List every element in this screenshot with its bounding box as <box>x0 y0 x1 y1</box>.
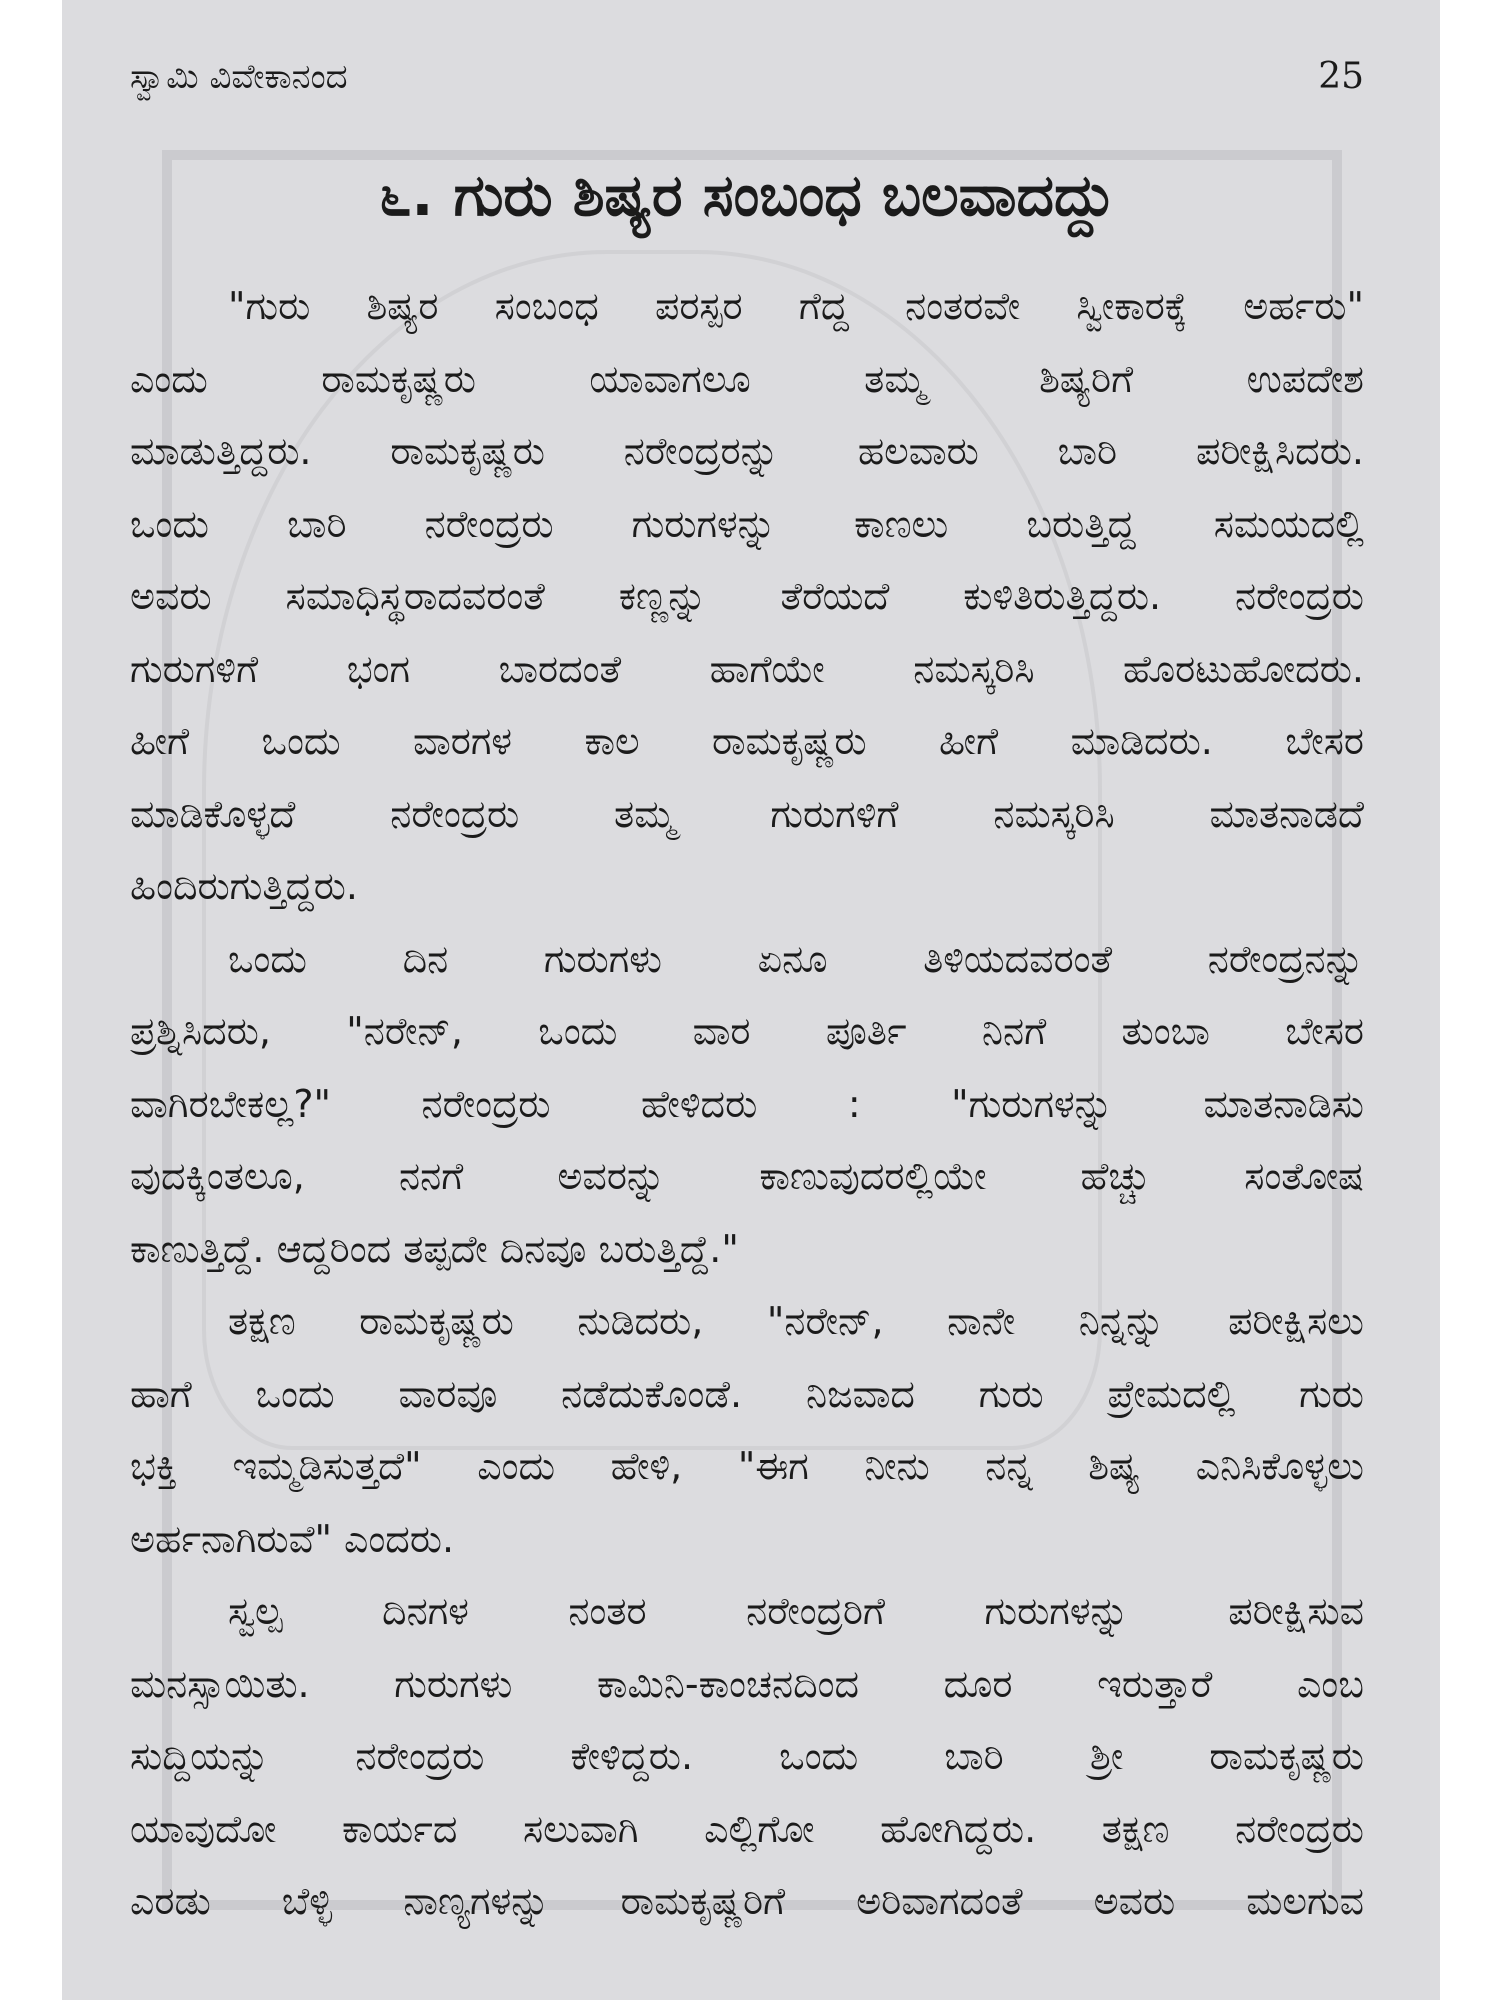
text-line: ಮಾಡುತ್ತಿದ್ದರು. ರಾಮಕೃಷ್ಣರು ನರೇಂದ್ರರನ್ನು ಹಲವಾರು ಬಾರಿ ಪರೀಕ್ಷಿಸಿದರು. <box>130 429 1364 473</box>
body-text <box>130 270 1364 1938</box>
text-line: ಒಂದು ಬಾರಿ ನರೇಂದ್ರರು ಗುರುಗಳನ್ನು ಕಾಣಲು ಬರುತ್ತಿದ್ದ ಸಮಯದಲ್ಲಿ <box>130 501 1364 546</box>
page-header <box>130 52 1364 102</box>
text-line: "ಗುರು ಶಿಷ್ಯರ ಸಂಬಂಧ ಪರಸ್ಪರ ಗೆದ್ದ ನಂತರವೇ ಸ್ವೀಕಾರಕ್ಕೆ ಅರ್ಹರು" <box>228 284 1364 328</box>
text-line: ಸುದ್ದಿಯನ್ನು ನರೇಂದ್ರರು ಕೇಳಿದ್ದರು. ಒಂದು ಬಾರಿ ಶ್ರೀ ರಾಮಕೃಷ್ಣರು <box>130 1734 1364 1778</box>
running-title: ಸ್ವಾಮಿ ವಿವೇಕಾನಂದ <box>130 57 348 97</box>
text-line: ವಾಗಿರಬೇಕಲ್ಲ?" ನರೇಂದ್ರರು ಹೇಳಿದರು : "ಗುರುಗಳನ್ನು ಮಾತನಾಡಿಸು <box>130 1081 1364 1126</box>
text-line: ಎಂದು ರಾಮಕೃಷ್ಣರು ಯಾವಾಗಲೂ ತಮ್ಮ ಶಿಷ್ಯರಿಗೆ ಉಪದೇಶ <box>130 356 1364 401</box>
text-line: ಹಾಗೆ ಒಂದು ವಾರವೂ ನಡೆದುಕೊಂಡೆ. ನಿಜವಾದ ಗುರು ಪ್ರೇಮದಲ್ಲಿ ಗುರು <box>130 1371 1364 1416</box>
chapter-title: ೬. ಗುರು ಶಿಷ್ಯರ ಸಂಬಂಧ ಬಲವಾದದ್ದು <box>378 161 1116 229</box>
text-line: ವುದಕ್ಕಿಂತಲೂ, ನನಗೆ ಅವರನ್ನು ಕಾಣುವುದರಲ್ಲಿಯೇ ಹೆಚ್ಚು ಸಂತೋಷ <box>130 1154 1364 1198</box>
text-line: ಮಾಡಿಕೊಳ್ಳದೆ ನರೇಂದ್ರರು ತಮ್ಮ ಗುರುಗಳಿಗೆ ನಮಸ್ಕರಿಸಿ ಮಾತನಾಡದೆ <box>130 791 1364 836</box>
text-line: ಕಾಣುತ್ತಿದ್ದೆ. ಆದ್ದರಿಂದ ತಪ್ಪದೇ ದಿನವೂ ಬರುತ್ತಿದ್ದೆ." <box>130 1226 739 1271</box>
text-line: ಭಕ್ತಿ ಇಮ್ಮಡಿಸುತ್ತದೆ" ಎಂದು ಹೇಳಿ, "ಈಗ ನೀನು ನನ್ನ ಶಿಷ್ಯ ಎನಿಸಿಕೊಳ್ಳಲು <box>130 1444 1364 1488</box>
text-line: ಪ್ರಶ್ನಿಸಿದರು, "ನರೇನ್, ಒಂದು ವಾರ ಪೂರ್ತಿ ನಿನಗೆ ತುಂಬಾ ಬೇಸರ <box>130 1009 1364 1053</box>
text-line: ಯಾವುದೋ ಕಾರ್ಯದ ಸಲುವಾಗಿ ಎಲ್ಲಿಗೋ ಹೋಗಿದ್ದರು. ತಕ್ಷಣ ನರೇಂದ್ರರು <box>130 1806 1364 1851</box>
text-line: ಅವರು ಸಮಾಧಿಸ್ಥರಾದವರಂತೆ ಕಣ್ಣನ್ನು ತೆರೆಯದೆ ಕುಳಿತಿರುತ್ತಿದ್ದರು. ನರೇಂದ್ರರು <box>130 574 1364 618</box>
text-line: ಒಂದು ದಿನ ಗುರುಗಳು ಏನೂ ತಿಳಿಯದವರಂತೆ ನರೇಂದ್ರನನ್ನು <box>228 936 1364 981</box>
book-page <box>62 0 1440 2000</box>
text-line: ಸ್ವಲ್ಪ ದಿನಗಳ ನಂತರ ನರೇಂದ್ರರಿಗೆ ಗುರುಗಳನ್ನು ಪರೀಕ್ಷಿಸುವ <box>228 1589 1364 1633</box>
text-line: ಮನಸ್ಸಾಯಿತು. ಗುರುಗಳು ಕಾಮಿನಿ-ಕಾಂಚನದಿಂದ ದೂರ ಇರುತ್ತಾರೆ ಎಂಬ <box>130 1661 1364 1706</box>
text-line: ಅರ್ಹನಾಗಿರುವೆ" ಎಂದರು. <box>130 1516 455 1561</box>
text-line: ಹೀಗೆ ಒಂದು ವಾರಗಳ ಕಾಲ ರಾಮಕೃಷ್ಣರು ಹೀಗೆ ಮಾಡಿದರು. ಬೇಸರ <box>130 719 1364 763</box>
page-number: 25 <box>1318 56 1364 97</box>
text-line: ಗುರುಗಳಿಗೆ ಭಂಗ ಬಾರದಂತೆ ಹಾಗೆಯೇ ನಮಸ್ಕರಿಸಿ ಹೊರಟುಹೋದರು. <box>130 646 1364 691</box>
text-line: ತಕ್ಷಣ ರಾಮಕೃಷ್ಣರು ನುಡಿದರು, "ನರೇನ್, ನಾನೇ ನಿನ್ನನ್ನು ಪರೀಕ್ಷಿಸಲು <box>228 1299 1364 1343</box>
text-line: ಹಿಂದಿರುಗುತ್ತಿದ್ದರು. <box>130 864 358 908</box>
text-line: ಎರಡು ಬೆಳ್ಳಿ ನಾಣ್ಯಗಳನ್ನು ರಾಮಕೃಷ್ಣರಿಗೆ ಅರಿವಾಗದಂತೆ ಅವರು ಮಲಗುವ <box>130 1879 1364 1923</box>
